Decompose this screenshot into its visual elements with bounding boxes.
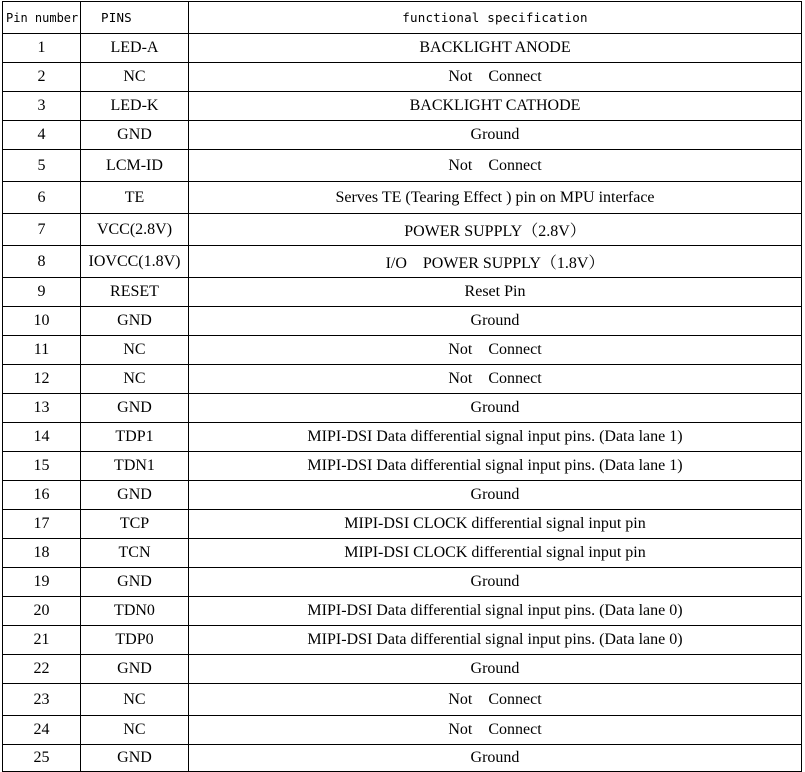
table-row — [3, 626, 802, 655]
table-row — [3, 307, 802, 336]
table-row — [3, 745, 802, 772]
pin-name-cell: GND — [81, 121, 189, 150]
pin-number-cell: 1 — [3, 34, 81, 63]
pin-number-cell: 19 — [3, 568, 81, 597]
table-row — [3, 278, 802, 307]
pin-spec-cell: Not Connect — [189, 336, 802, 365]
pin-spec-cell: MIPI-DSI Data differential signal input pins. (Data lane 0) — [189, 597, 802, 626]
pin-spec-cell: Ground — [189, 121, 802, 150]
table-row — [3, 394, 802, 423]
pin-spec-cell: Ground — [189, 745, 802, 772]
table-row — [3, 423, 802, 452]
table-row — [3, 655, 802, 684]
pin-number-cell: 20 — [3, 597, 81, 626]
pin-spec-cell: Ground — [189, 481, 802, 510]
pin-name-cell: NC — [81, 63, 189, 92]
header-row — [3, 2, 802, 34]
table-row — [3, 121, 802, 150]
table-row — [3, 150, 802, 182]
pin-name-cell: RESET — [81, 278, 189, 307]
pin-name-cell: LED-K — [81, 92, 189, 121]
pin-name-cell: NC — [81, 336, 189, 365]
pin-name-cell: NC — [81, 365, 189, 394]
pin-number-cell: 10 — [3, 307, 81, 336]
pin-number-cell: 2 — [3, 63, 81, 92]
pin-number-cell: 6 — [3, 182, 81, 214]
pin-name-cell: LCM-ID — [81, 150, 189, 182]
table-row — [3, 365, 802, 394]
pin-name-cell: TE — [81, 182, 189, 214]
pin-spec-cell: Not Connect — [189, 150, 802, 182]
pin-number-cell: 11 — [3, 336, 81, 365]
table-row — [3, 182, 802, 214]
pin-number-cell: 4 — [3, 121, 81, 150]
pin-spec-cell: I/O POWER SUPPLY（1.8V） — [189, 246, 802, 278]
table-row — [3, 336, 802, 365]
pin-name-cell: GND — [81, 655, 189, 684]
pin-spec-cell: Ground — [189, 307, 802, 336]
pin-spec-cell: POWER SUPPLY（2.8V） — [189, 214, 802, 246]
pin-spec-cell: Ground — [189, 655, 802, 684]
pin-spec-cell: BACKLIGHT ANODE — [189, 34, 802, 63]
pin-definition-table — [2, 1, 802, 772]
pin-number-cell: 21 — [3, 626, 81, 655]
table-row — [3, 92, 802, 121]
table-row — [3, 716, 802, 745]
pin-name-cell: GND — [81, 568, 189, 597]
pin-spec-cell: Ground — [189, 568, 802, 597]
table-row — [3, 246, 802, 278]
table-row — [3, 63, 802, 92]
pin-number-cell: 13 — [3, 394, 81, 423]
pin-spec-cell: Not Connect — [189, 716, 802, 745]
pin-spec-cell: Not Connect — [189, 365, 802, 394]
table-row — [3, 214, 802, 246]
table-row — [3, 510, 802, 539]
pin-number-cell: 22 — [3, 655, 81, 684]
pin-name-cell: TCP — [81, 510, 189, 539]
table-row — [3, 568, 802, 597]
pin-name-cell: TCN — [81, 539, 189, 568]
pin-number-cell: 16 — [3, 481, 81, 510]
table-row — [3, 481, 802, 510]
pin-number-cell: 5 — [3, 150, 81, 182]
header-pins: PINS — [81, 2, 189, 34]
pin-number-cell: 25 — [3, 745, 81, 772]
pin-number-cell: 14 — [3, 423, 81, 452]
pin-spec-cell: BACKLIGHT CATHODE — [189, 92, 802, 121]
pin-number-cell: 9 — [3, 278, 81, 307]
table-row — [3, 452, 802, 481]
pin-name-cell: NC — [81, 716, 189, 745]
pin-name-cell: GND — [81, 307, 189, 336]
table-row — [3, 684, 802, 716]
header-functional-specification: functional specification — [189, 2, 802, 34]
pin-name-cell: TDN0 — [81, 597, 189, 626]
table-row — [3, 539, 802, 568]
pin-number-cell: 24 — [3, 716, 81, 745]
pin-spec-cell: Not Connect — [189, 684, 802, 716]
pin-spec-cell: Not Connect — [189, 63, 802, 92]
header-pin-number: Pin number — [3, 2, 81, 34]
pin-spec-cell: MIPI-DSI CLOCK differential signal input pin — [189, 539, 802, 568]
pin-number-cell: 3 — [3, 92, 81, 121]
pin-number-cell: 17 — [3, 510, 81, 539]
pin-spec-cell: Reset Pin — [189, 278, 802, 307]
table-row — [3, 597, 802, 626]
pin-name-cell: NC — [81, 684, 189, 716]
pin-spec-cell: MIPI-DSI Data differential signal input pins. (Data lane 1) — [189, 452, 802, 481]
pin-spec-cell: MIPI-DSI Data differential signal input pins. (Data lane 1) — [189, 423, 802, 452]
pin-number-cell: 12 — [3, 365, 81, 394]
pin-name-cell: LED-A — [81, 34, 189, 63]
pin-name-cell: GND — [81, 481, 189, 510]
pin-number-cell: 18 — [3, 539, 81, 568]
pin-name-cell: GND — [81, 745, 189, 772]
pin-name-cell: IOVCC(1.8V) — [81, 246, 189, 278]
pin-spec-cell: Serves TE (Tearing Effect ) pin on MPU interface — [189, 182, 802, 214]
pin-number-cell: 15 — [3, 452, 81, 481]
pin-number-cell: 23 — [3, 684, 81, 716]
table-row — [3, 34, 802, 63]
pin-name-cell: TDP0 — [81, 626, 189, 655]
pin-number-cell: 7 — [3, 214, 81, 246]
pin-name-cell: VCC(2.8V) — [81, 214, 189, 246]
pin-name-cell: TDP1 — [81, 423, 189, 452]
pin-spec-cell: MIPI-DSI Data differential signal input pins. (Data lane 0) — [189, 626, 802, 655]
pin-name-cell: TDN1 — [81, 452, 189, 481]
pin-spec-cell: Ground — [189, 394, 802, 423]
pin-spec-cell: MIPI-DSI CLOCK differential signal input pin — [189, 510, 802, 539]
pin-number-cell: 8 — [3, 246, 81, 278]
pin-name-cell: GND — [81, 394, 189, 423]
